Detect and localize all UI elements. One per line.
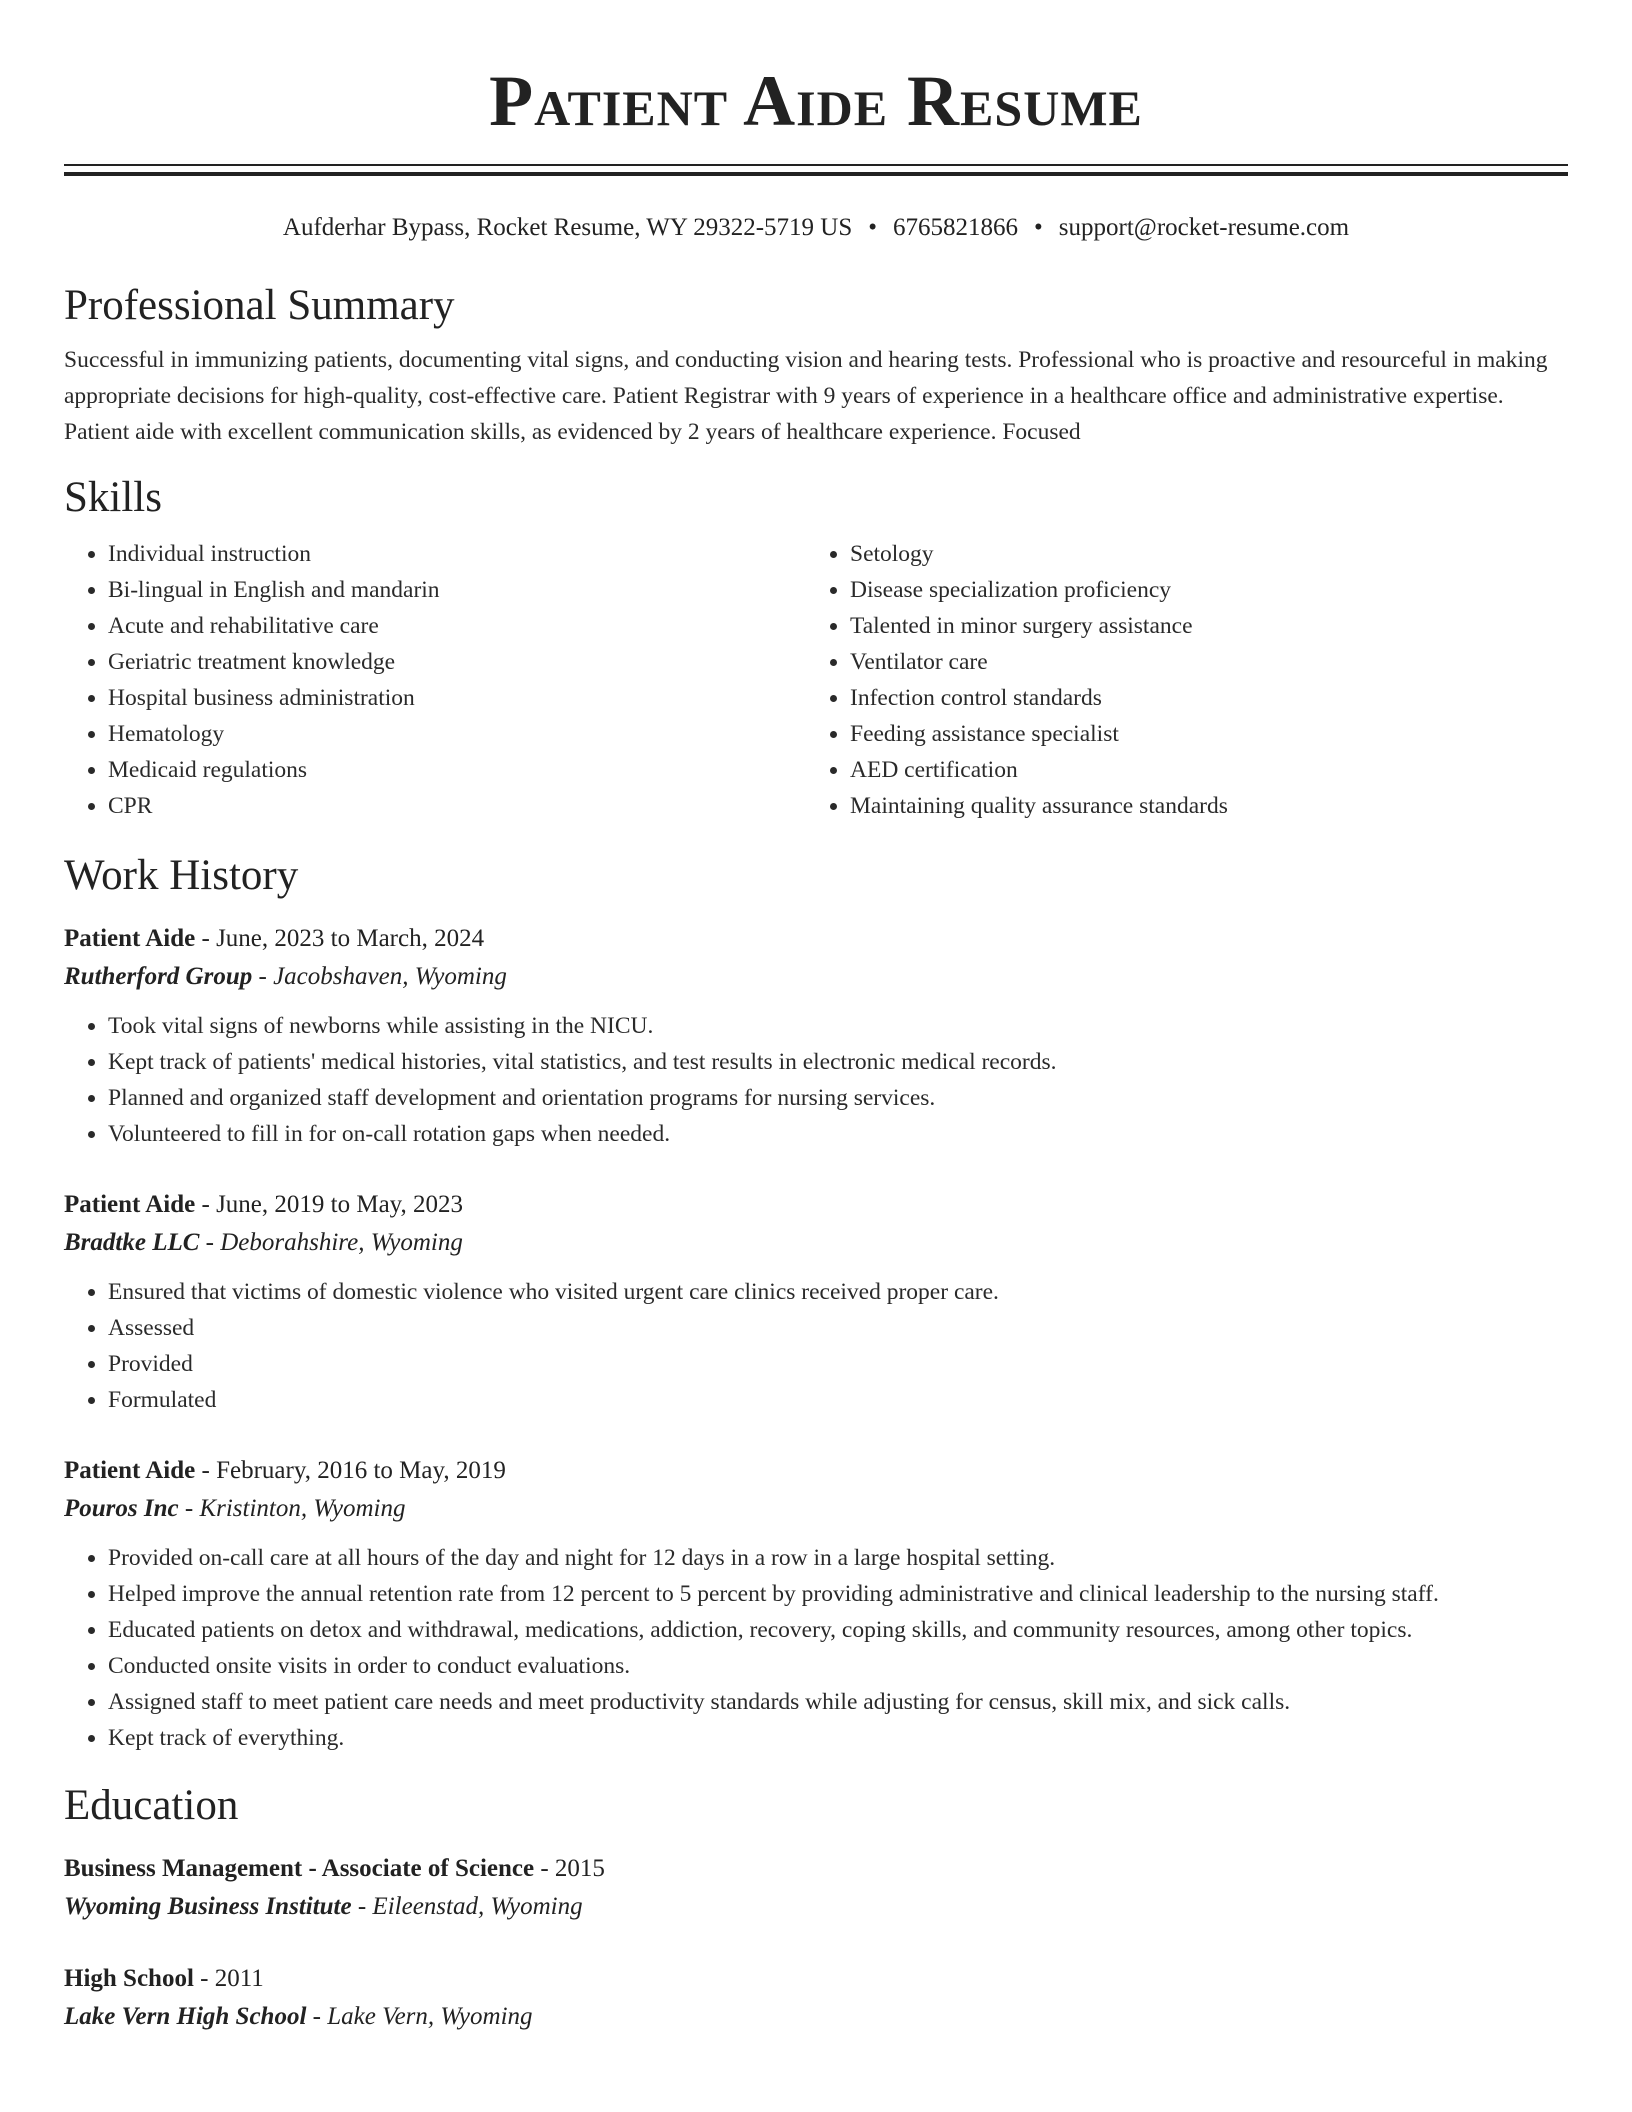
- summary-text: Successful in immunizing patients, documenting vital signs, and conducting vision and hearing tests. Professional who is proactive and resourceful in making appropriate decisions for high-quality, cost-effective care. Patient Registrar with 9 years of experience in a healthcare office and administrative expertise. Patient aide with excellent communication skills, as evidenced by 2 years of healthcare experience. Focused: [64, 347, 1548, 445]
- contact-line: [64, 212, 1568, 244]
- graduation-year: - 2015: [534, 1855, 605, 1882]
- job-entry: [64, 1186, 1568, 1418]
- duty-item: • Planned and organized staff development and orientation programs for nursing services.: [108, 1080, 1568, 1116]
- job-title: Patient Aide: [64, 1191, 196, 1218]
- job-duties: [64, 1540, 1568, 1756]
- work-history-heading: Work History: [64, 852, 299, 899]
- contact-address: Aufderhar Bypass, Rocket Resume, WY 29322-5719 US: [282, 214, 853, 241]
- company-line: [64, 1490, 1568, 1528]
- job-title-line: [64, 1186, 1568, 1224]
- degree-line: [64, 1850, 1568, 1888]
- company-line: [64, 958, 1568, 996]
- skill-item: • Disease specialization proficiency: [850, 572, 1548, 608]
- title-divider-thin: [64, 164, 1568, 166]
- duty-item: • Assessed: [108, 1310, 1568, 1346]
- job-title: Patient Aide: [64, 1457, 196, 1484]
- skills-grid: [64, 536, 1568, 824]
- education-entry: [64, 1960, 1568, 2036]
- degree-line: [64, 1960, 1568, 1998]
- education-heading: Education: [64, 1782, 239, 1829]
- skill-item: • Maintaining quality assurance standards: [850, 788, 1548, 824]
- graduation-year: - 2011: [193, 1965, 264, 1992]
- duty-item: • Kept track of everything.: [108, 1720, 1568, 1756]
- contact-email: support@rocket-resume.com: [1058, 214, 1350, 241]
- resume-title: Patient Aide Resume: [489, 61, 1143, 141]
- title-divider-thick: [64, 172, 1568, 176]
- skill-item: • Bi-lingual in English and mandarin: [108, 572, 806, 608]
- school-line: [64, 1998, 1568, 2036]
- skill-item: • Ventilator care: [850, 644, 1548, 680]
- school-line: [64, 1888, 1568, 1926]
- job-duties: [64, 1008, 1568, 1152]
- skill-item: • Infection control standards: [850, 680, 1548, 716]
- skill-item: • Hospital business administration: [108, 680, 806, 716]
- company-name: Pouros Inc: [64, 1495, 179, 1522]
- duty-item: • Assigned staff to meet patient care needs and meet productivity standards while adjusting for census, skill mix, and sick calls.: [108, 1684, 1568, 1720]
- job-dates: - June, 2023 to March, 2024: [195, 925, 485, 952]
- skill-item: • Hematology: [108, 716, 806, 752]
- duty-item: • Volunteered to fill in for on-call rotation gaps when needed.: [108, 1116, 1568, 1152]
- duty-item: • Provided: [108, 1346, 1568, 1382]
- job-entry: [64, 1452, 1568, 1756]
- contact-phone: 6765821866: [893, 214, 1019, 241]
- skills-list-left: [64, 536, 806, 824]
- contact-separator: •: [1034, 214, 1043, 241]
- skill-item: • Feeding assistance specialist: [850, 716, 1548, 752]
- company-location: - Deborahshire, Wyoming: [199, 1229, 463, 1256]
- job-title-line: [64, 1452, 1568, 1490]
- summary-heading: Professional Summary: [64, 282, 455, 329]
- degree-name: Business Management - Associate of Science: [64, 1855, 535, 1882]
- skill-item: • Acute and rehabilitative care: [108, 608, 806, 644]
- skill-item: • Individual instruction: [108, 536, 806, 572]
- duty-item: • Formulated: [108, 1382, 1568, 1418]
- school-location: - Lake Vern, Wyoming: [306, 2003, 533, 2030]
- school-name: Lake Vern High School: [64, 2003, 307, 2030]
- skills-heading: Skills: [64, 474, 162, 521]
- skill-item: • Geriatric treatment knowledge: [108, 644, 806, 680]
- skills-list-right: [806, 536, 1548, 824]
- contact-separator: •: [868, 214, 878, 241]
- job-title: Patient Aide: [64, 925, 196, 952]
- job-duties: [64, 1274, 1568, 1418]
- skills-column-right: [806, 536, 1548, 824]
- skills-column-left: [64, 536, 806, 824]
- skill-item: • Medicaid regulations: [108, 752, 806, 788]
- company-location: - Jacobshaven, Wyoming: [252, 963, 507, 990]
- company-name: Rutherford Group: [64, 963, 253, 990]
- duty-item: • Educated patients on detox and withdrawal, medications, addiction, recovery, coping skills, and community resources, among other topics.: [108, 1612, 1568, 1648]
- degree-name: High School: [64, 1965, 194, 1992]
- duty-item: • Helped improve the annual retention rate from 12 percent to 5 percent by providing administrative and clinical leadership to the nursing staff.: [108, 1576, 1568, 1612]
- education-entry: [64, 1850, 1568, 1926]
- school-location: - Eileenstad, Wyoming: [351, 1893, 583, 1920]
- skill-item: • CPR: [108, 788, 806, 824]
- skill-item: • Setology: [850, 536, 1548, 572]
- job-title-line: [64, 920, 1568, 958]
- job-entry: [64, 920, 1568, 1152]
- company-line: [64, 1224, 1568, 1262]
- school-name: Wyoming Business Institute: [64, 1893, 352, 1920]
- company-location: - Kristinton, Wyoming: [178, 1495, 406, 1522]
- job-dates: - June, 2019 to May, 2023: [195, 1191, 464, 1218]
- skill-item: • AED certification: [850, 752, 1548, 788]
- duty-item: • Ensured that victims of domestic violence who visited urgent care clinics received proper care.: [108, 1274, 1568, 1310]
- duty-item: • Conducted onsite visits in order to conduct evaluations.: [108, 1648, 1568, 1684]
- duty-item: • Took vital signs of newborns while assisting in the NICU.: [108, 1008, 1568, 1044]
- duty-item: • Kept track of patients' medical histories, vital statistics, and test results in electronic medical records.: [108, 1044, 1568, 1080]
- duty-item: • Provided on-call care at all hours of the day and night for 12 days in a row in a large hospital setting.: [108, 1540, 1568, 1576]
- skill-item: • Talented in minor surgery assistance: [850, 608, 1548, 644]
- company-name: Bradtke LLC: [64, 1229, 200, 1256]
- job-dates: - February, 2016 to May, 2019: [195, 1457, 506, 1484]
